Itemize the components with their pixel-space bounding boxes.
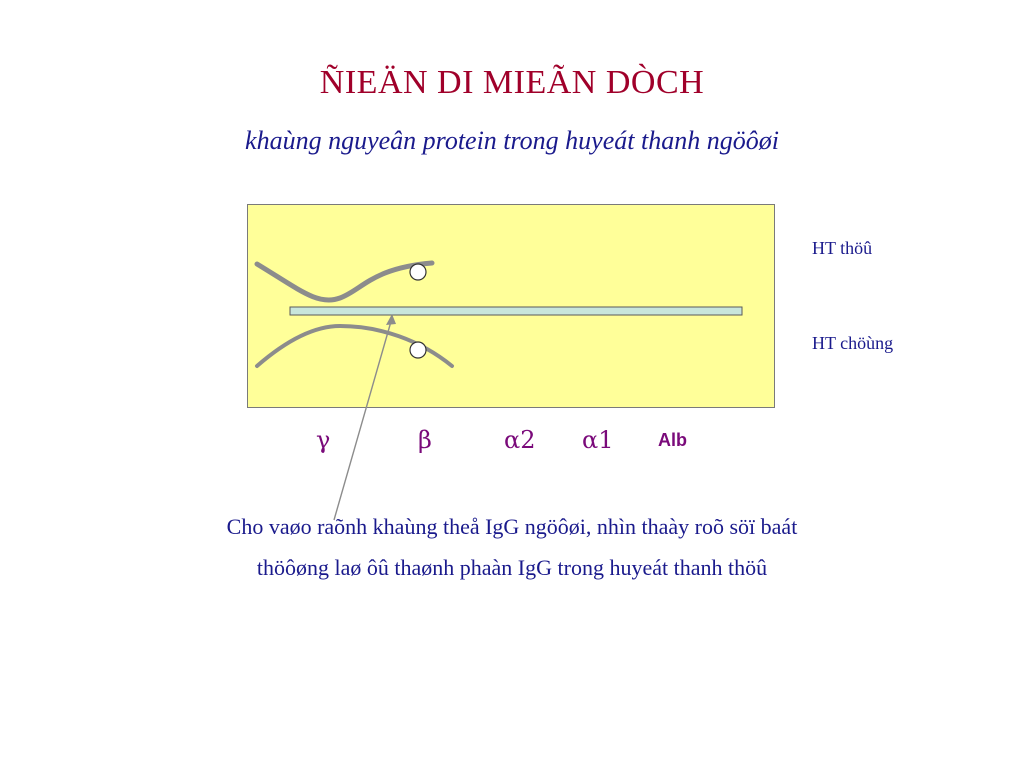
slide-subtitle: khaùng nguyeân protein trong huyeát thanh ngöôøi <box>245 126 779 155</box>
control-serum-label: HT chöùng <box>812 333 894 353</box>
band-albumin-label: Alb <box>658 430 687 450</box>
caption-line-2: thöôøng laø ôû thaønh phaàn IgG trong huyeát thanh thöû <box>256 555 768 580</box>
pointer-arrowhead <box>386 314 396 325</box>
test-serum-well <box>410 264 426 280</box>
antibody-trough <box>290 307 742 315</box>
band-alpha1-label: α1 <box>582 426 614 454</box>
test-serum-precipitin-arc <box>257 263 432 300</box>
pointer-line <box>334 318 392 520</box>
caption-line-1: Cho vaøo raõnh khaùng theå IgG ngöôøi, nhìn thaày roõ söï baát <box>226 514 798 539</box>
band-gamma-label: γ <box>316 426 331 454</box>
test-serum-label: HT thöû <box>812 238 873 258</box>
band-beta-label: β <box>418 426 432 454</box>
control-serum-well <box>410 342 426 358</box>
slide-title: ÑIEÄN DI MIEÃN DÒCH <box>319 64 705 101</box>
band-alpha2-label: α2 <box>504 426 536 454</box>
